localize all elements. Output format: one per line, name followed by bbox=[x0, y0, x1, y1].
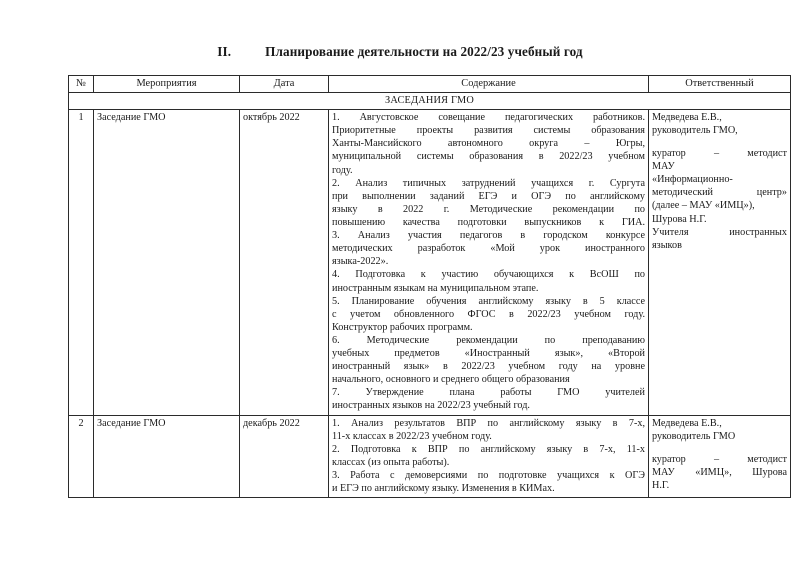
title-text: Планирование деятельности на 2022/23 учебный год bbox=[265, 44, 583, 59]
text-line: Ханты-Мансийского автономного округа – Югры, bbox=[332, 138, 645, 150]
title-numeral: II. bbox=[217, 44, 232, 59]
text-line: с учетом обновленного ФГОС в 2022/23 учебном году. bbox=[332, 308, 645, 320]
text-line: 2. Анализ типичных затруднений учащихся г. Сургута bbox=[332, 177, 645, 189]
planning-table bbox=[68, 75, 791, 499]
text-line: методических разработок «Мой урок иностранного bbox=[332, 243, 645, 255]
table-row bbox=[69, 110, 791, 416]
text-line: начального, основного и среднего общего образования bbox=[332, 374, 570, 386]
text-line: Шурова Н.Г. bbox=[652, 213, 707, 225]
row-date: октябрь 2022 bbox=[240, 110, 329, 416]
text-line: МАУ «ИМЦ», Шурова bbox=[652, 466, 787, 478]
column-header-date: Дата bbox=[240, 75, 329, 92]
text-line: Конструктор рабочих программ. bbox=[332, 321, 473, 333]
section-heading-label: ЗАСЕДАНИЯ ГМО bbox=[69, 92, 791, 109]
row-number: 2 bbox=[69, 415, 94, 498]
column-header-responsible: Ответственный bbox=[649, 75, 791, 92]
text-line: повышению качества подготовки выпускников к ГИА. bbox=[332, 216, 645, 228]
text-line bbox=[652, 443, 787, 453]
text-line: учебных предметов «Иностранный язык», «Второй bbox=[332, 348, 645, 360]
row-date: декабрь 2022 bbox=[240, 415, 329, 498]
row-event: Заседание ГМО bbox=[94, 415, 240, 498]
text-line: 1. Анализ результатов ВПР по английскому языку в 7-х, bbox=[332, 417, 645, 429]
text-line: Учителя иностранных bbox=[652, 226, 787, 238]
text-line: руководитель ГМО bbox=[652, 430, 736, 442]
table-header bbox=[69, 75, 791, 92]
text-line: году. bbox=[332, 164, 353, 176]
text-line bbox=[652, 137, 787, 147]
text-line: Медведева Е.В., bbox=[652, 417, 722, 429]
text-line: 7. Утверждение плана работы ГМО учителей bbox=[332, 387, 645, 399]
text-line: Н.Г. bbox=[652, 479, 670, 491]
text-line: 11-х классах в 2022/23 учебном году. bbox=[332, 430, 492, 442]
column-header-event: Мероприятия bbox=[94, 75, 240, 92]
row-number: 1 bbox=[69, 110, 94, 416]
row-responsible bbox=[649, 415, 791, 498]
text-line: 6. Методические рекомендации по преподаванию bbox=[332, 334, 645, 346]
table-row bbox=[69, 415, 791, 498]
text-line: языка-2022». bbox=[332, 256, 389, 268]
text-line: языков bbox=[652, 239, 682, 251]
text-line: и ЕГЭ по английскому языку. Изменения в КИМах. bbox=[332, 483, 555, 495]
text-line: иностранным языкам на муниципальном этапе. bbox=[332, 282, 539, 294]
text-line: 3. Анализ участия педагогов в городском конкурсе bbox=[332, 230, 645, 242]
column-header-num: № bbox=[69, 75, 94, 92]
text-line: 2. Подготовка к ВПР по английскому языку в 7-х, 11-х bbox=[332, 443, 645, 455]
text-line: классах (из опыта работы). bbox=[332, 456, 450, 468]
text-line: при выполнении заданий ЕГЭ и ОГЭ по английскому bbox=[332, 190, 645, 202]
text-line: 5. Планирование обучения английскому языку в 5 классе bbox=[332, 295, 645, 307]
text-line: муниципальной системы образования в 2022/23 учебном bbox=[332, 151, 645, 163]
text-line: Медведева Е.В., bbox=[652, 112, 722, 124]
row-content bbox=[329, 415, 649, 498]
page-title bbox=[0, 0, 800, 61]
text-line: куратор – методист bbox=[652, 453, 787, 465]
text-line: МАУ bbox=[652, 161, 675, 173]
section-heading-row bbox=[69, 92, 791, 109]
column-header-content: Содержание bbox=[329, 75, 649, 92]
text-line: иностранный язык» в 2022/23 учебном году на уровне bbox=[332, 361, 645, 373]
table-body bbox=[69, 92, 791, 497]
row-responsible bbox=[649, 110, 791, 416]
text-line: «Информационно- bbox=[652, 174, 733, 186]
table-header-row bbox=[69, 75, 791, 92]
text-line: языку в 2022 г. Методические рекомендации по bbox=[332, 203, 645, 215]
text-line: Приоритетные проекты развития системы образования bbox=[332, 125, 645, 137]
row-content bbox=[329, 110, 649, 416]
text-line: 1. Августовское совещание педагогических работников. bbox=[332, 112, 645, 124]
text-line: 4. Подготовка к участию обучающихся к ВсОШ по bbox=[332, 269, 645, 281]
text-line: методический центр» bbox=[652, 187, 787, 199]
row-event: Заседание ГМО bbox=[94, 110, 240, 416]
text-line: иностранных языков на 2022/23 учебный год. bbox=[332, 400, 530, 412]
text-line: (далее – МАУ «ИМЦ»), bbox=[652, 200, 755, 212]
text-line: 3. Работа с демоверсиями по подготовке учащихся к ОГЭ bbox=[332, 470, 645, 482]
text-line: куратор – методист bbox=[652, 147, 787, 159]
text-line: руководитель ГМО, bbox=[652, 125, 738, 137]
